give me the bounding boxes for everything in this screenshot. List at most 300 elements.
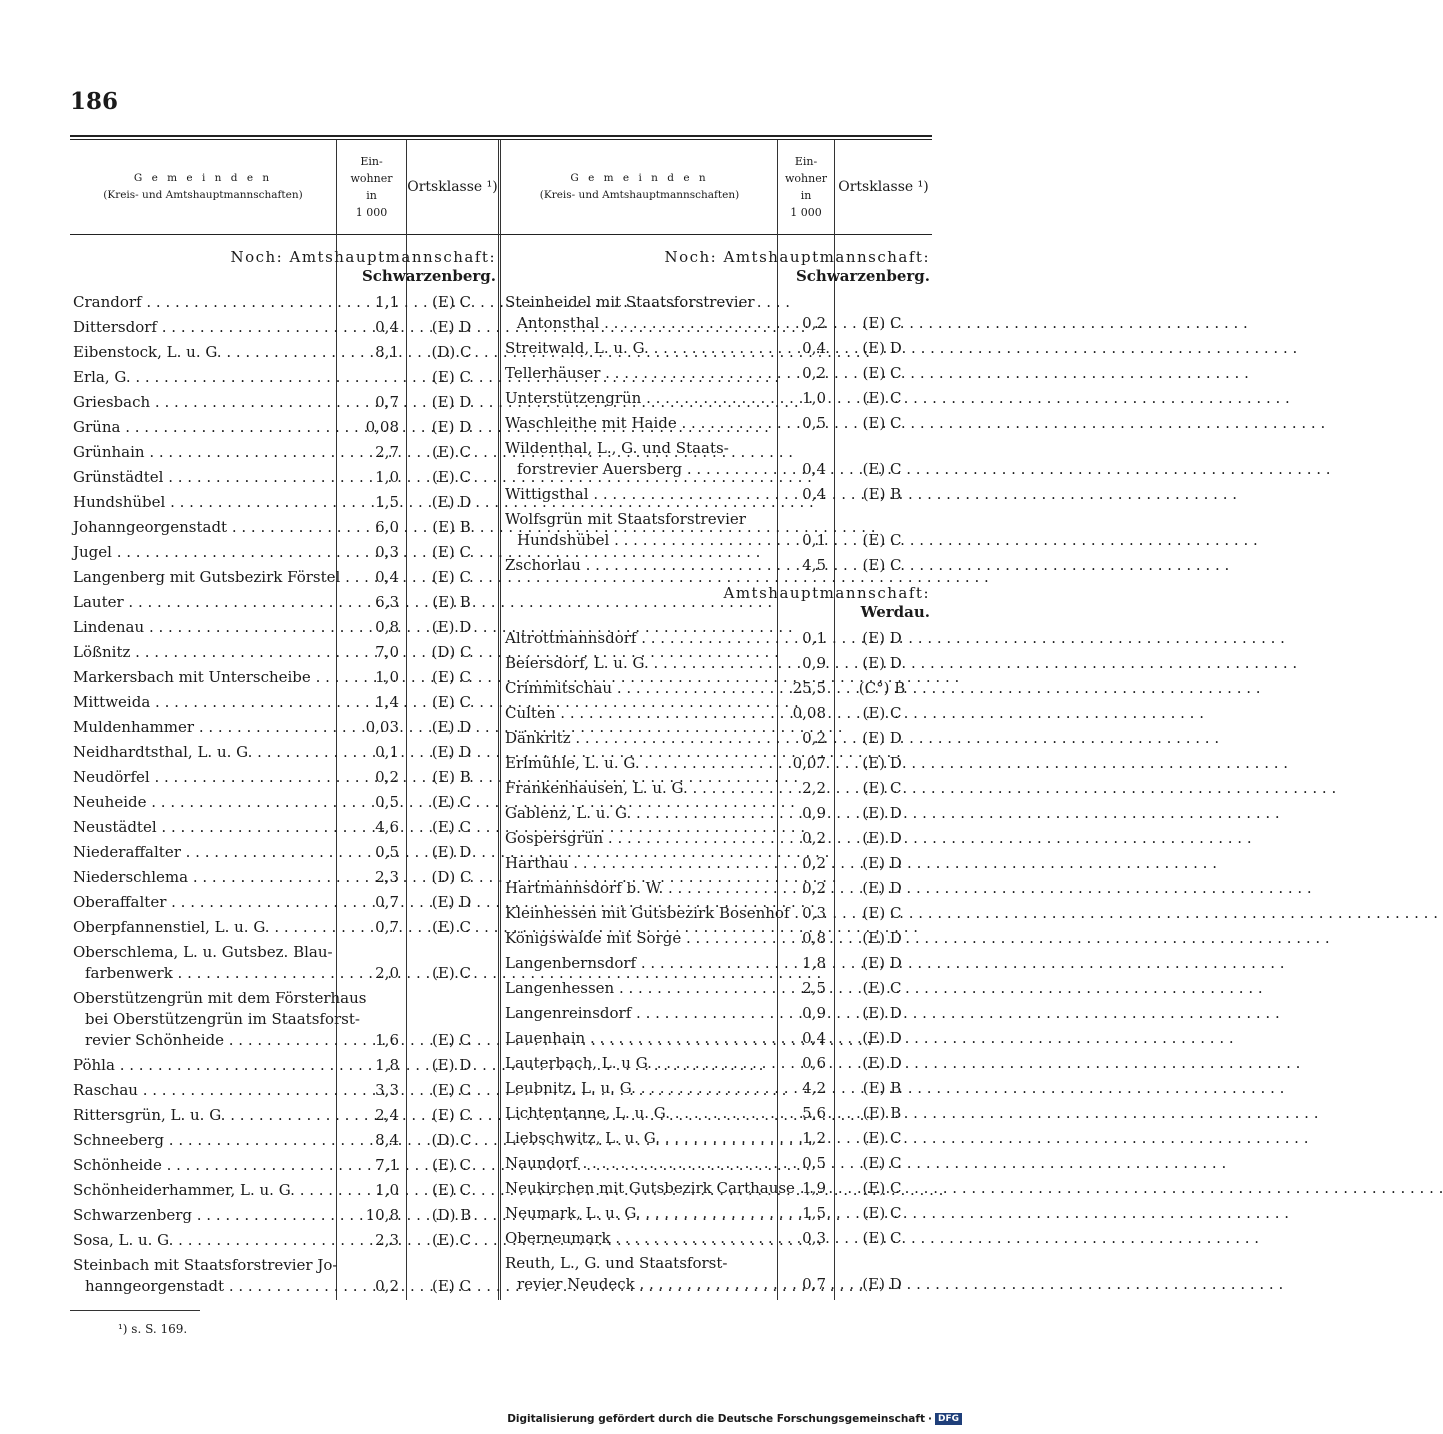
municipality-name-lines bbox=[505, 555, 771, 576]
inhabitants-value: 0,7 bbox=[375, 918, 399, 936]
inhabitants-value: 2,0 bbox=[375, 964, 399, 982]
ortsklasse-value: (C°) B bbox=[858, 679, 906, 697]
inhabitants-value: 6,0 bbox=[375, 518, 399, 536]
municipality-name-line: Naundorf . . . bbox=[505, 1153, 771, 1174]
municipality-name-line: Schönheiderhammer, L. u. G. . . . bbox=[73, 1180, 331, 1201]
inhabitants-value: 1,4 bbox=[375, 693, 399, 711]
municipality-name bbox=[502, 828, 775, 849]
municipality-name bbox=[70, 988, 367, 1051]
ortsklasse-value: (E) C bbox=[862, 779, 902, 797]
municipality-name-line: revier Neudeck . . . bbox=[505, 1274, 771, 1295]
right-column bbox=[502, 248, 932, 1299]
municipality-name-line: Hundshübel . . . bbox=[73, 492, 331, 513]
table-row bbox=[502, 1028, 932, 1049]
municipality-name-lines bbox=[73, 1155, 331, 1176]
municipality-name bbox=[502, 338, 775, 359]
municipality-name-lines bbox=[73, 1230, 331, 1251]
municipality-name bbox=[502, 1103, 775, 1124]
table-row bbox=[70, 867, 498, 888]
municipality-name-lines bbox=[505, 653, 771, 674]
municipality-name bbox=[502, 1253, 775, 1295]
inhabitants-value: 0,08 bbox=[365, 418, 399, 436]
ortsklasse-value: (E) C bbox=[862, 531, 902, 549]
municipality-name bbox=[70, 367, 335, 388]
ortsklasse-value: (E) D bbox=[862, 1054, 902, 1072]
ortsklasse-value: (E) C bbox=[432, 543, 471, 561]
ortsklasse-value: (D) B bbox=[431, 1206, 472, 1224]
municipality-name bbox=[70, 842, 335, 863]
municipality-name bbox=[70, 942, 335, 984]
table-row bbox=[70, 392, 498, 413]
table-row bbox=[70, 692, 498, 713]
top-rule bbox=[70, 135, 932, 137]
section-block bbox=[502, 584, 932, 622]
municipality-name-lines bbox=[73, 1205, 331, 1226]
ortsklasse-value: (E) B bbox=[862, 485, 902, 503]
municipality-name-lines bbox=[73, 917, 331, 938]
municipality-name bbox=[70, 667, 335, 688]
municipality-name-line: Tellerhäuser . . . bbox=[505, 363, 771, 384]
ortsklasse-value: (E) C bbox=[432, 443, 471, 461]
inhabitants-value: 1,8 bbox=[802, 954, 826, 972]
table-row bbox=[502, 388, 932, 409]
municipality-name bbox=[502, 728, 775, 749]
inhabitants-value: 0,2 bbox=[802, 829, 826, 847]
ortsklasse-value: (E) D bbox=[431, 393, 472, 411]
municipality-name-lines bbox=[73, 942, 331, 984]
municipality-name-line: Neidhardtsthal, L. u. G. . . . bbox=[73, 742, 331, 763]
table-row bbox=[70, 467, 498, 488]
ortsklasse-value: (E) C bbox=[432, 1156, 471, 1174]
inhabitants-value: 1,6 bbox=[375, 1031, 399, 1049]
municipality-name-line: Reuth, L., G. und Staatsforst- bbox=[505, 1254, 728, 1272]
table-row bbox=[502, 828, 932, 849]
municipality-name bbox=[502, 388, 775, 409]
ortsklasse-value: (E) C bbox=[432, 368, 471, 386]
ortsklasse-value: (E) C bbox=[862, 314, 902, 332]
municipality-name-lines bbox=[73, 467, 331, 488]
table-row bbox=[502, 338, 932, 359]
ortsklasse-value: (E) C bbox=[862, 1129, 902, 1147]
ortsklasse-value: (D) C bbox=[431, 1131, 472, 1149]
header-einwohner-line: in bbox=[366, 189, 377, 202]
inhabitants-value: 1,0 bbox=[802, 389, 826, 407]
ortsklasse-value: (D) C bbox=[431, 343, 472, 361]
table-row bbox=[502, 438, 932, 480]
municipality-name-line: Jugel . . . bbox=[73, 542, 331, 563]
table-row bbox=[502, 1178, 932, 1199]
header-gemeinden-label: G e m e i n d e n bbox=[570, 172, 709, 184]
municipality-name-lines bbox=[73, 1080, 331, 1101]
municipality-name-lines bbox=[73, 1105, 331, 1126]
ortsklasse-value: (E) D bbox=[862, 929, 902, 947]
municipality-name-lines bbox=[505, 363, 771, 384]
section-subtitle: Werdau. bbox=[860, 603, 930, 621]
table-row bbox=[502, 928, 932, 949]
municipality-name-line: Eibenstock, L. u. G. . . . bbox=[73, 342, 331, 363]
municipality-name bbox=[502, 292, 775, 334]
municipality-name-line: Pöhla . . . bbox=[73, 1055, 331, 1076]
inhabitants-value: 0,2 bbox=[375, 768, 399, 786]
municipality-name-lines bbox=[73, 342, 331, 363]
municipality-name bbox=[70, 567, 341, 588]
inhabitants-value: 0,8 bbox=[802, 929, 826, 947]
municipality-name-lines bbox=[505, 509, 771, 551]
municipality-name-line: Crimmitschau . . . bbox=[505, 678, 771, 699]
ortsklasse-value: (E) D bbox=[431, 618, 472, 636]
municipality-name-line: Oberaffalter . . . bbox=[73, 892, 331, 913]
inhabitants-value: 1,5 bbox=[375, 493, 399, 511]
table-row bbox=[70, 417, 498, 438]
ortsklasse-value: (E) C bbox=[862, 1229, 902, 1247]
ortsklasse-value: (E) C bbox=[862, 1204, 902, 1222]
municipality-name-lines bbox=[73, 817, 331, 838]
table-row bbox=[70, 742, 498, 763]
inhabitants-value: 1,5 bbox=[802, 1204, 826, 1222]
header-einwohner-right bbox=[778, 140, 834, 234]
municipality-name-line: Neustädtel . . . bbox=[73, 817, 331, 838]
inhabitants-value: 0,08 bbox=[792, 704, 826, 722]
municipality-name-line: Culten . . . bbox=[505, 703, 771, 724]
municipality-name bbox=[502, 1203, 775, 1224]
municipality-name-line: Schneeberg . . . bbox=[73, 1130, 331, 1151]
municipality-name-line: Beiersdorf, L. u. G. . . . bbox=[505, 653, 771, 674]
municipality-name-lines bbox=[505, 1103, 771, 1124]
table-row bbox=[70, 317, 498, 338]
dfg-logo: DFG bbox=[935, 1413, 962, 1425]
ortsklasse-value: (E) D bbox=[431, 318, 472, 336]
municipality-name bbox=[502, 703, 775, 724]
table-row bbox=[70, 942, 498, 984]
table-row bbox=[502, 1228, 932, 1249]
municipality-name-line: Langenbernsdorf . . . bbox=[505, 953, 771, 974]
ortsklasse-value: (E) C bbox=[432, 693, 471, 711]
municipality-name bbox=[70, 617, 335, 638]
municipality-name-lines bbox=[505, 978, 771, 999]
municipality-name-lines bbox=[73, 442, 331, 463]
municipality-name bbox=[70, 1080, 335, 1101]
inhabitants-value: 0,1 bbox=[375, 743, 399, 761]
table-row bbox=[502, 1203, 932, 1224]
municipality-name-lines bbox=[505, 953, 771, 974]
header-gemeinden-sub: (Kreis- und Amtshauptmannschaften) bbox=[539, 189, 740, 201]
municipality-name bbox=[70, 817, 335, 838]
municipality-name bbox=[502, 853, 775, 874]
inhabitants-value: 0,7 bbox=[375, 393, 399, 411]
table-row bbox=[502, 1153, 932, 1174]
municipality-name-lines bbox=[505, 1003, 771, 1024]
ortsklasse-value: (E) C bbox=[862, 1154, 902, 1172]
municipality-name-lines bbox=[73, 767, 331, 788]
municipality-name-line: Lauenhain . . . bbox=[505, 1028, 771, 1049]
ortsklasse-value: (E) C bbox=[432, 1031, 471, 1049]
table-row bbox=[502, 1103, 932, 1124]
header-gemeinden-sub: (Kreis- und Amtshauptmannschaften) bbox=[103, 189, 303, 201]
municipality-name-lines bbox=[73, 667, 331, 688]
municipality-name bbox=[502, 1028, 775, 1049]
municipality-name bbox=[70, 892, 335, 913]
table-row bbox=[70, 988, 498, 1051]
footnote: ¹) s. S. 169. bbox=[118, 1322, 188, 1336]
ortsklasse-value: (E) D bbox=[862, 754, 902, 772]
header-ortsklasse-label: Ortsklasse ¹) bbox=[407, 179, 498, 195]
municipality-name-lines bbox=[505, 803, 771, 824]
table-row bbox=[502, 978, 932, 999]
section-title: Amtshauptmannschaft: bbox=[723, 584, 930, 602]
table-row bbox=[502, 803, 932, 824]
municipality-name-line: Königswalde mit Sorge . . . bbox=[505, 928, 771, 949]
municipality-name-lines bbox=[73, 592, 331, 613]
municipality-name bbox=[70, 1230, 335, 1251]
inhabitants-value: 8,4 bbox=[375, 1131, 399, 1149]
municipality-name-lines bbox=[73, 292, 331, 313]
municipality-name-line: Markersbach mit Unterscheibe . . . bbox=[73, 667, 331, 688]
municipality-name-line: Liebschwitz, L. u. G. . . . bbox=[505, 1128, 771, 1149]
table-row bbox=[70, 1230, 498, 1251]
municipality-name-lines bbox=[505, 828, 771, 849]
municipality-name-line: Erla, G. . . . bbox=[73, 367, 331, 388]
municipality-name-line: Leubnitz, L. u. G. . . . bbox=[505, 1078, 771, 1099]
ortsklasse-value: (E) D bbox=[862, 339, 902, 357]
ortsklasse-value: (E) C bbox=[432, 568, 471, 586]
municipality-name-lines bbox=[73, 1055, 331, 1076]
municipality-name-line: Unterstützengrün . . . bbox=[505, 388, 771, 409]
municipality-name bbox=[70, 292, 335, 313]
municipality-name-line: Neuheide . . . bbox=[73, 792, 331, 813]
table-row bbox=[502, 728, 932, 749]
municipality-name-lines bbox=[505, 1253, 771, 1295]
table-row bbox=[70, 292, 498, 313]
municipality-name bbox=[502, 1128, 775, 1149]
ortsklasse-value: (E) C bbox=[862, 1179, 902, 1197]
inhabitants-value: 0,03 bbox=[365, 718, 399, 736]
municipality-name bbox=[70, 917, 335, 938]
municipality-name bbox=[70, 417, 335, 438]
municipality-name bbox=[502, 978, 775, 999]
table-row bbox=[502, 703, 932, 724]
inhabitants-value: 0,6 bbox=[802, 1054, 826, 1072]
inhabitants-value: 0,4 bbox=[802, 460, 826, 478]
inhabitants-value: 0,4 bbox=[375, 318, 399, 336]
header-einwohner-line: 1 000 bbox=[355, 206, 388, 219]
inhabitants-value: 4,5 bbox=[802, 556, 826, 574]
municipality-name-lines bbox=[505, 878, 771, 899]
inhabitants-value: 1,0 bbox=[375, 668, 399, 686]
inhabitants-value: 0,4 bbox=[802, 485, 826, 503]
municipality-name-lines bbox=[73, 842, 331, 863]
inhabitants-value: 7,0 bbox=[375, 643, 399, 661]
municipality-name bbox=[502, 778, 775, 799]
municipality-name-lines bbox=[73, 988, 367, 1051]
municipality-name bbox=[502, 1228, 775, 1249]
municipality-name-lines bbox=[73, 692, 331, 713]
municipality-name-lines bbox=[73, 367, 331, 388]
municipality-name bbox=[502, 1053, 775, 1074]
table-row bbox=[502, 953, 932, 974]
table-row bbox=[502, 678, 932, 699]
header-gemeinden-left bbox=[70, 140, 336, 234]
municipality-name-line: Mittweida . . . bbox=[73, 692, 331, 713]
municipality-name bbox=[70, 517, 335, 538]
municipality-name-line: Dänkritz . . . bbox=[505, 728, 771, 749]
ortsklasse-value: (E) D bbox=[431, 493, 472, 511]
municipality-name-line: Oberpfannenstiel, L. u. G. . . . bbox=[73, 917, 331, 938]
municipality-name-line: Langenhessen . . . bbox=[505, 978, 771, 999]
ortsklasse-value: (E) B bbox=[432, 518, 471, 536]
table-row bbox=[502, 363, 932, 384]
municipality-name-line: Raschau . . . bbox=[73, 1080, 331, 1101]
inhabitants-value: 1,0 bbox=[375, 1181, 399, 1199]
municipality-name-lines bbox=[505, 413, 771, 434]
table-row bbox=[70, 1255, 498, 1297]
header-einwohner-line: wohner bbox=[350, 172, 393, 185]
ortsklasse-value: (E) C bbox=[432, 1106, 471, 1124]
municipality-name bbox=[502, 953, 775, 974]
municipality-name-lines bbox=[73, 642, 331, 663]
inhabitants-value: 7,1 bbox=[375, 1156, 399, 1174]
municipality-name-line: hanngeorgenstadt . . . bbox=[73, 1276, 331, 1297]
inhabitants-value: 5,6 bbox=[802, 1104, 826, 1122]
municipality-name-line: Grünhain . . . bbox=[73, 442, 331, 463]
municipality-name-line: Harthau . . . bbox=[505, 853, 771, 874]
municipality-name-line: Niederschlema . . . bbox=[73, 867, 331, 888]
municipality-name-lines bbox=[505, 1078, 771, 1099]
municipality-name-line: Muldenhammer . . . bbox=[73, 717, 331, 738]
municipality-name bbox=[502, 803, 775, 824]
municipality-name-line: Oberschlema, L. u. Gutsbez. Blau- bbox=[73, 943, 333, 961]
inhabitants-value: 0,4 bbox=[802, 1029, 826, 1047]
municipality-name-lines bbox=[73, 717, 331, 738]
municipality-name-line: Gablenz, L. u. G. . . . bbox=[505, 803, 771, 824]
table-row bbox=[502, 292, 932, 334]
ortsklasse-value: (E) C bbox=[432, 818, 471, 836]
municipality-name-line: revier Schönheide . . . bbox=[73, 1030, 331, 1051]
table-row bbox=[502, 878, 932, 899]
section-title: Noch: Amtshauptmannschaft: bbox=[230, 248, 496, 266]
municipality-name-lines bbox=[73, 392, 331, 413]
table-row bbox=[70, 1155, 498, 1176]
municipality-name-lines bbox=[73, 617, 331, 638]
municipality-name-lines bbox=[505, 1153, 771, 1174]
municipality-name-lines bbox=[505, 1228, 771, 1249]
ortsklasse-value: (E) C bbox=[432, 1231, 471, 1249]
municipality-name-lines bbox=[73, 542, 331, 563]
municipality-name-lines bbox=[505, 928, 771, 949]
municipality-name bbox=[70, 1155, 335, 1176]
table-row bbox=[70, 567, 498, 588]
municipality-name bbox=[502, 1078, 775, 1099]
ortsklasse-value: (E) D bbox=[431, 1056, 472, 1074]
municipality-name-line: Langenreinsdorf . . . bbox=[505, 1003, 771, 1024]
header-einwohner-line: Ein- bbox=[360, 155, 383, 168]
table-row bbox=[502, 753, 932, 774]
table-row bbox=[502, 1053, 932, 1074]
table-row bbox=[70, 917, 498, 938]
ortsklasse-value: (E) D bbox=[862, 654, 902, 672]
table-row bbox=[70, 617, 498, 638]
ortsklasse-value: (E) D bbox=[431, 418, 472, 436]
ortsklasse-value: (E) D bbox=[431, 843, 472, 861]
inhabitants-value: 8,1 bbox=[375, 343, 399, 361]
municipality-name-line: bei Oberstützengrün im Staatsforst- bbox=[85, 1010, 360, 1028]
header-gemeinden-right bbox=[502, 140, 777, 234]
municipality-name-line: Kleinhessen mit Gutsbezirk Bosenhof . . . bbox=[505, 903, 771, 924]
table-row bbox=[502, 1253, 932, 1295]
header-einwohner-line: 1 000 bbox=[790, 206, 822, 219]
municipality-name-lines bbox=[505, 778, 771, 799]
table-row bbox=[502, 1128, 932, 1149]
table-row bbox=[502, 1003, 932, 1024]
municipality-name bbox=[502, 1178, 795, 1199]
municipality-name-line: Sosa, L. u. G. . . . bbox=[73, 1230, 331, 1251]
table-row bbox=[70, 1205, 498, 1226]
municipality-name-line: Steinbach mit Staatsforstrevier Jo- bbox=[73, 1256, 338, 1274]
municipality-name-lines bbox=[505, 1178, 795, 1199]
table-row bbox=[70, 1055, 498, 1076]
municipality-name bbox=[70, 317, 335, 338]
municipality-name bbox=[70, 717, 335, 738]
ortsklasse-value: (E) D bbox=[862, 854, 902, 872]
header-ortsklasse-label: Ortsklasse ¹) bbox=[838, 179, 929, 195]
municipality-name-line: Johanngeorgenstadt . . . bbox=[73, 517, 331, 538]
municipality-name bbox=[70, 1130, 335, 1151]
inhabitants-value: 2,3 bbox=[375, 1231, 399, 1249]
table-row bbox=[70, 667, 498, 688]
section-block bbox=[502, 248, 932, 286]
municipality-name-line: Grüna . . . bbox=[73, 417, 331, 438]
municipality-name bbox=[502, 484, 775, 505]
municipality-name bbox=[502, 555, 775, 576]
municipality-name-lines bbox=[505, 438, 771, 480]
municipality-name-lines bbox=[505, 853, 771, 874]
table-row bbox=[70, 767, 498, 788]
municipality-name bbox=[502, 878, 775, 899]
inhabitants-value: 2,3 bbox=[375, 868, 399, 886]
ortsklasse-value: (E) C bbox=[432, 668, 471, 686]
inhabitants-value: 4,2 bbox=[802, 1079, 826, 1097]
municipality-name bbox=[502, 1153, 775, 1174]
municipality-name-line: Neudörfel . . . bbox=[73, 767, 331, 788]
inhabitants-value: 25,5 bbox=[792, 679, 826, 697]
municipality-name bbox=[70, 467, 335, 488]
municipality-name-lines bbox=[505, 678, 771, 699]
ortsklasse-value: (E) C bbox=[862, 414, 902, 432]
inhabitants-value: 0,3 bbox=[802, 1229, 826, 1247]
municipality-name-lines bbox=[505, 292, 771, 334]
table-row bbox=[502, 903, 932, 924]
section-subtitle: Schwarzenberg. bbox=[361, 267, 496, 285]
ortsklasse-value: (E) D bbox=[862, 1004, 902, 1022]
inhabitants-value: 0,2 bbox=[375, 1277, 399, 1295]
credit-text: Digitalisierung gefördert durch die Deutsche Forschungsgemeinschaft bbox=[507, 1413, 925, 1425]
municipality-name-line: farbenwerk . . . bbox=[73, 963, 331, 984]
inhabitants-value: 0,2 bbox=[802, 729, 826, 747]
municipality-name bbox=[70, 492, 335, 513]
table-row bbox=[70, 1180, 498, 1201]
municipality-name-lines bbox=[73, 1130, 331, 1151]
digitization-credit: Digitalisierung gefördert durch die Deutsche Forschungsgemeinschaft · DFG bbox=[507, 1413, 962, 1425]
header-einwohner-line: wohner bbox=[785, 172, 827, 185]
ortsklasse-value: (E) C bbox=[432, 964, 471, 982]
table-row bbox=[502, 778, 932, 799]
municipality-name-lines bbox=[505, 1053, 771, 1074]
ortsklasse-value: (E) B bbox=[432, 593, 471, 611]
table-row bbox=[502, 853, 932, 874]
municipality-name bbox=[70, 1105, 335, 1126]
ortsklasse-value: (D) C bbox=[431, 868, 472, 886]
municipality-name-line: Zschorlau . . . bbox=[505, 555, 771, 576]
table-row bbox=[70, 642, 498, 663]
